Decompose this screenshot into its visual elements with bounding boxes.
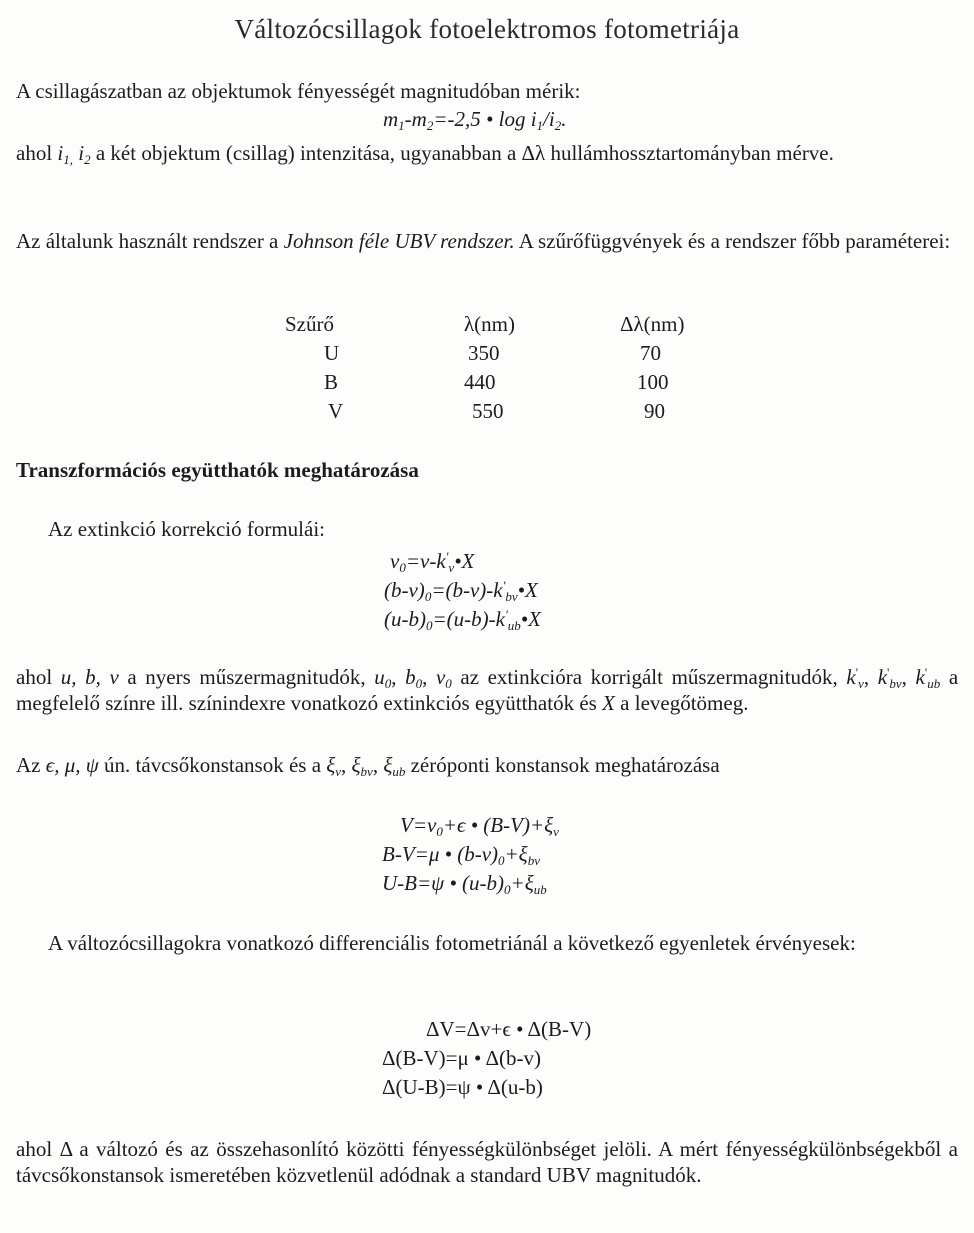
formula-sub: 2 [426,118,434,133]
formula-sub: 1 [536,118,544,133]
var-sup: ' [887,665,890,680]
extinction-eq-bv [384,577,538,604]
eq-part: B-V=μ • (b-v) [382,842,499,866]
var-sub: 0 [384,676,392,691]
diff-eq-ub: Δ(U-B)=ψ • Δ(u-b) [382,1075,543,1099]
text: Az [16,753,41,777]
eq-sub: bv [527,853,540,868]
var-u0: u [374,665,385,689]
eq-sub: v [448,560,455,575]
var-v0: v [435,665,446,689]
table-cell: B [324,370,339,394]
table-header: Szűrő [285,312,334,336]
text: zéróponti konstansok meghatározása [410,753,720,777]
var-uvb: u, b, v [60,665,119,689]
var-b0: b [405,665,416,689]
table-row [270,341,770,370]
var-x: X [602,691,615,715]
table-header: λ(nm) [464,312,516,336]
var-sub: v [335,764,342,779]
eq-sub: 0 [498,853,505,868]
eq-part: +ϵ • (B-V)+ξ [442,813,554,837]
table-cell: V [328,399,344,423]
table-cell: 350 [468,341,500,365]
extinction-intro: Az extinkció korrekció formulái: [48,517,325,541]
formula-sub: 1 [398,118,405,133]
eq-sub: bv [505,589,518,604]
table-header-row [270,312,770,341]
var-i2-sub: 2 [84,152,91,167]
text-rest: a két objektum (csillag) intenzitása, ugyanabban a Δλ hullámhossztartományban mérve. [95,141,834,165]
eq-part: (u-b) [384,607,426,631]
differential-intro: A változócsillagokra vonatkozó differenciális fotometriánál a következő egyenletek érvényesek: [48,931,856,955]
formula-part: m [383,107,399,131]
var-i2: i [78,141,85,165]
transform-eq-v [400,812,559,839]
var-k: k [877,665,888,689]
var-greek: ϵ, μ, ψ [45,753,99,777]
eq-sub: ub [533,882,547,897]
var-xi: ξ [326,753,336,777]
eq-part: •X [517,578,538,602]
table-header: Δλ(nm) [620,312,685,336]
diff-eq-v: ΔV=Δv+ϵ • Δ(B-V) [426,1017,592,1041]
magnitude-formula [383,106,566,133]
eq-sub: 0 [504,882,511,897]
constants-paragraph: Az ϵ, μ, ψ ún. távcsőkonstansok és a $\xi_v$, $\xi_{bv}$, $\xi_{ub}$ zéróponti konstansok meghatározása [16,753,720,779]
extinction-eq-v [390,548,474,575]
var-xi: ξ [351,753,361,777]
table-row [270,399,770,428]
text: a levegőtömeg. [620,691,749,715]
formula-sub: 2 [554,118,562,133]
eq-sub: 0 [436,824,443,839]
text-ahol: ahol [16,141,53,165]
formula-part: - [404,107,412,131]
table-cell: 440 [464,370,496,394]
var-sub: v [858,676,864,691]
var-sup: ' [855,665,859,680]
system-paragraph [16,228,958,254]
diff-eq-bv: Δ(B-V)=μ • Δ(b-v) [382,1046,541,1070]
var-sup: ' [924,665,928,680]
eq-part: +ξ [510,871,534,895]
system-italic: Johnson féle UBV rendszer. [283,229,515,253]
page-title: Változócsillagok fotoelektromos fotometriája [234,14,740,44]
formula-part: =-2,5 • log i [433,107,537,131]
eq-sub: 0 [399,560,406,575]
transform-eq-bv [382,841,540,868]
intro-line: A csillagászatban az objektumok fényességét magnitudóban mérik: [16,79,581,103]
eq-part: =(b-v)-k [431,578,503,602]
var-sub: 0 [415,676,423,691]
filter-table [270,312,770,428]
eq-part: U-B=ψ • (u-b) [382,871,505,895]
table-cell: 550 [472,399,504,423]
var-sub: bv [889,676,902,691]
var-sub: bv [360,764,373,779]
table-cell: U [324,341,340,365]
eq-sub: v [553,824,559,839]
eq-part: =v-k [405,549,446,573]
eq-part: •X [454,549,475,573]
eq-sub: 0 [424,589,432,604]
transform-eq-ub [382,870,547,897]
var-i1-sub: 1, [63,152,73,167]
section-heading: Transzformációs együtthatók meghatározása [16,458,419,482]
eq-part: (b-v) [384,578,425,602]
eq-part: +ξ [504,842,528,866]
text: ahol [16,665,53,689]
intensity-paragraph [16,140,958,166]
table-cell: 90 [644,399,665,423]
eq-sup: ' [445,549,449,564]
system-before: Az általunk használt rendszer a [16,229,279,253]
text: a megfelelő színre ill. színindexre vonatkozó extinkciós együtthatók és [16,665,959,715]
var-xi: ξ [383,753,393,777]
formula-part: m [411,107,427,131]
formula-part: . [561,107,567,131]
var-k: k [846,665,856,689]
text: az extinkcióra korrigált műszermagnitudók, [460,665,838,689]
table-row [270,370,770,399]
eq-part: V=v [400,813,437,837]
extinction-eq-ub [384,606,541,633]
eq-sub: ub [507,618,521,633]
system-after: A szűrőfüggvények és a rendszer főbb paraméterei: [518,229,951,253]
text: ún. távcsőkonstansok és a [104,753,322,777]
eq-sup: ' [502,578,506,593]
var-k: k [915,665,925,689]
eq-sup: ' [504,607,508,622]
text: a nyers műszermagnitudók, [127,665,366,689]
final-paragraph: ahol Δ a változó és az összehasonlító közötti fényességkülönbséget jelöli. A mért fényességkülönbségekből a távcsőkonstansok ismeretében közvetlenül adódnak a standard UBV magnitudók. [16,1137,958,1187]
table-cell: 70 [640,341,661,365]
table-cell: 100 [637,370,669,394]
var-sub: 0 [445,676,452,691]
var-i1: i [57,141,64,165]
var-sub: ub [927,676,941,691]
eq-part: v [390,549,400,573]
eq-part: •X [520,607,541,631]
var-sub: ub [392,764,406,779]
explanation-paragraph: ahol u, b, v a nyers műszermagnitudók, $u_0$, $b_0$, $v_0$ az extinkcióra korrigált műszermagnitudók, $k'_v$, $k'_{bv}$, $k'_{ub}$ a megfelelő színre ill. színindexre vonatkozó extinkciós együtthatók és X a levegőtömeg. [16,665,959,715]
eq-part: =(u-b)-k [432,607,505,631]
eq-sub: 0 [425,618,433,633]
formula-part: /i [543,107,555,131]
